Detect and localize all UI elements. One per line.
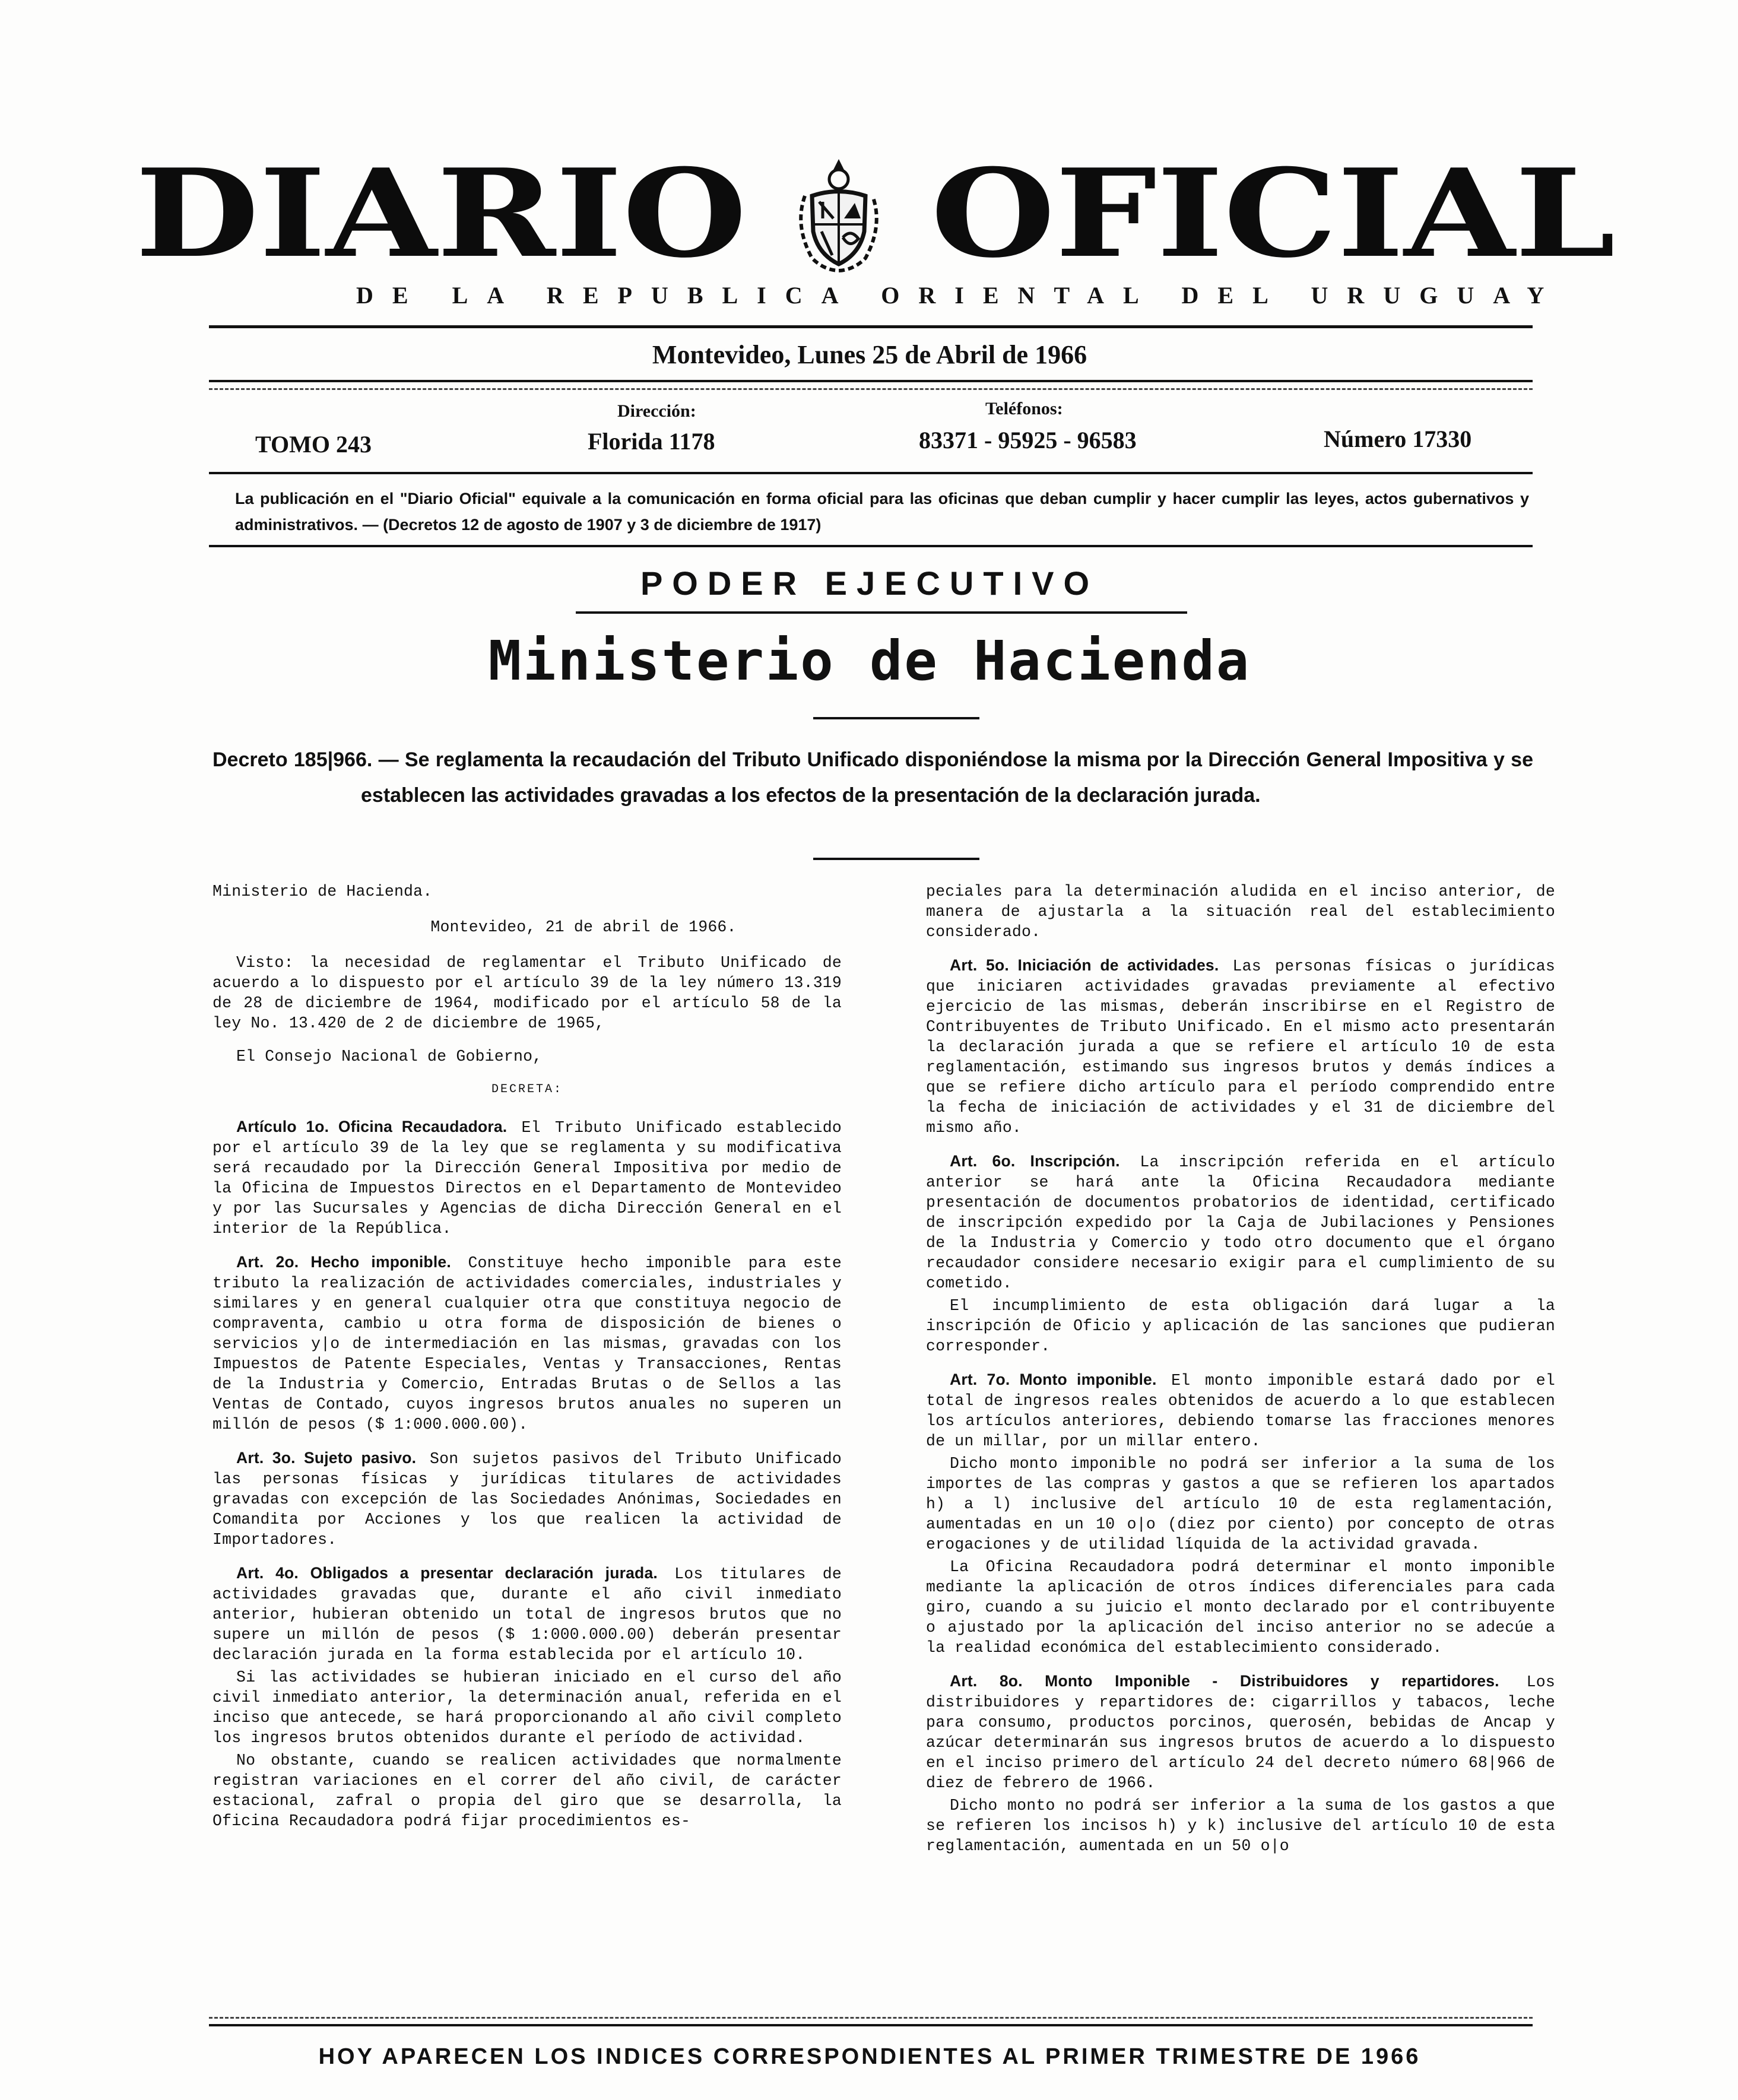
divider	[209, 2024, 1533, 2026]
divider	[209, 545, 1533, 547]
legal-notice: La publicación en el "Diario Oficial" equivale a la comunicación en forma oficial para las oficinas que deban cumplir y hacer cumplir las leyes, actos gubernativos y administrativos. — (Decretos 12 de agosto de 1907 y 3 de diciembre de 1917)	[235, 490, 1529, 534]
article-6-paragraph-2: El incumplimiento de esta obligación dará lugar a la inscripción de Oficio y aplicación de las sanciones que pudieran corresponder.	[926, 1297, 1555, 1355]
ministry-line: Ministerio de Hacienda.	[213, 883, 433, 900]
article-text: El monto imponible estará dado por el total de ingresos reales obtenidos de acuerdo a lo que establecen los artículos anteriores, debiendo tomarse las fracciones menores de un millar, por un millar entero.	[926, 1372, 1555, 1450]
divider	[209, 380, 1533, 382]
article-text: Las personas físicas o jurídicas que iniciaren actividades gravadas previamente al efectivo ejercicio de las mismas, deberán inscribirse en el Registro de Contribuyentes de Tributo Unificado. En el mismo acto presentarán la declaración jurada a que se refiere el artículo 10 de esta reglamentación, estimando sus ingresos brutos y demás índices a que se refiere dicho artículo para el período comprendido entre la fecha de iniciación de actividades y el 31 de diciembre del mismo año.	[926, 957, 1555, 1137]
section-title: PODER EJECUTIVO	[640, 564, 1099, 602]
decree-heading	[213, 742, 1533, 813]
article-text: El Tributo Unificado establecido por el artículo 39 de la ley que se reglamenta y su modificativa será recaudado por la Dirección General Impositiva por medio de la Oficina de Impuestos Directos en el Departamento de Montevideo y por las Sucursales y Agencias de dicha Dirección General en el interior de la República.	[213, 1119, 842, 1238]
article-5	[926, 955, 1555, 1138]
article-text: Son sujetos pasivos del Tributo Unificado las personas físicas y jurídicas titulares de actividades gravadas con excepción de las Sociedades Anónimas, Sociedades en Comandita por Acciones y los que realicen la actividad de Importadores.	[213, 1450, 842, 1549]
article-heading: Art. 3o. Sujeto pasivo.	[236, 1449, 417, 1467]
visto-paragraph: Visto: la necesidad de reglamentar el Tributo Unificado de acuerdo a lo dispuesto por el artículo 39 de la ley número 13.319 de 28 de diciembre de 1964, modificado por el artículo 58 de la ley No. 13.420 de 2 de diciembre de 1965,	[213, 954, 842, 1032]
dateline: Montevideo, Lunes 25 de Abril de 1966	[652, 340, 1087, 369]
article-7-paragraph-3: La Oficina Recaudadora podrá determinar el monto imponible mediante la aplicación de otros índices diferenciales para cada giro, cuando a su juicio el monto declarado por el contribuyente o ajustado por la aplicación del inciso anterior no se adecúe a la realidad económica del establecimiento considerado.	[926, 1558, 1555, 1657]
article-heading: Art. 5o. Iniciación de actividades.	[950, 956, 1219, 974]
article-heading: Art. 4o. Obligados a presentar declaración jurada.	[236, 1564, 658, 1582]
telefonos-value: 83371 - 95925 - 96583	[919, 427, 1137, 453]
consejo-paragraph: El Consejo Nacional de Gobierno,	[236, 1048, 543, 1065]
article-text: Constituye hecho imponible para este tributo la realización de actividades comerciales, industriales y similares y en general cualquier otra que constituya negocio de compraventa, cambio u otra forma de disposición de bienes o servicios y|o de intermediación en las mismas, gravadas con los Impuestos de Patente Especiales, Ventas y Transacciones, Rentas de la Industria y Comercio, Entradas Brutas o de Sellos a las Ventas de Contado, cuyos ingresos brutos anuales no superen un millón de pesos ($ 1:000.000.00).	[213, 1254, 842, 1433]
article-heading: Art. 8o. Monto Imponible - Distribuidores y repartidores.	[950, 1672, 1499, 1690]
left-column	[213, 881, 842, 1833]
ministry-title: Ministerio de Hacienda	[488, 629, 1251, 693]
masthead	[135, 142, 1616, 285]
divider	[813, 858, 979, 860]
masthead-title-right: OFICIAL	[930, 142, 1616, 285]
article-1	[213, 1116, 842, 1239]
telefonos-label: Teléfonos:	[985, 399, 1063, 418]
article-6	[926, 1151, 1555, 1293]
right-column	[926, 881, 1555, 1858]
article-heading: Art. 2o. Hecho imponible.	[236, 1253, 451, 1271]
article-2	[213, 1252, 842, 1435]
article-3	[213, 1448, 842, 1550]
decreta-line: DECRETA:	[491, 1083, 563, 1096]
divider	[576, 611, 1187, 614]
masthead-subtitle: DE LA REPUBLICA ORIENTAL DEL URUGUAY	[356, 282, 1563, 309]
article-text: Los distribuidores y repartidores de: cigarrillos y tabacos, leche para consumo, productos porcinos, querosén, bebidas de Ancap y azúcar determinarán sus ingresos brutos de acuerdo a lo dispuesto en el inciso primero del artículo 24 del decreto número 68|966 de diez de febrero de 1966.	[926, 1673, 1555, 1792]
tomo-number: TOMO 243	[255, 431, 372, 458]
article-heading: Art. 6o. Inscripción.	[950, 1152, 1120, 1170]
divider	[813, 717, 979, 719]
divider	[209, 2017, 1533, 2019]
article-4-paragraph-2: Si las actividades se hubieran iniciado en el curso del año civil inmediato anterior, la determinación anual, referida en el inciso que antecede, se hará proporcionando al año civil completo los ingresos brutos obtenidos durante el período de actividad.	[213, 1668, 842, 1747]
article-8	[926, 1671, 1555, 1793]
decree-heading-text: Decreto 185|966. — Se reglamenta la recaudación del Tributo Unificado disponiéndose la misma por la Dirección General Impositiva y se establecen las actividades gravadas a los efectos de la presentación de la declaración jurada.	[213, 748, 1533, 807]
article-8-paragraph-2: Dicho monto no podrá ser inferior a la suma de los gastos a que se refieren los incisos h) y k) inclusive del artículo 10 de esta reglamentación, aumentada en un 50 o|o	[926, 1797, 1555, 1855]
article-heading: Art. 7o. Monto imponible.	[950, 1371, 1157, 1388]
article-text: Los titulares de actividades gravadas que, durante el año civil inmediato anterior, hubieran obtenido un total de ingresos brutos que no supere un millón de pesos ($ 1:000.000.00) deberán presentar declaración jurada en la forma establecida por el artículo 10.	[213, 1565, 842, 1664]
article-7-paragraph-2: Dicho monto imponible no podrá ser inferior a la suma de los importes de las compras y gastos a que se refieren los apartados h) a l) inclusive del artículo 10 de esta reglamentación, aumentadas en un 10 o|o (diez por ciento) por concepto de otras erogaciones y de utilidad líquida de la actividad gravada.	[926, 1455, 1555, 1553]
continued-paragraph: peciales para la determinación aludida en el inciso anterior, de manera de ajustarla a la situación real del establecimiento considerado.	[926, 883, 1555, 941]
divider	[209, 325, 1533, 328]
issue-number: Número 17330	[1324, 426, 1472, 452]
direccion-value: Florida 1178	[588, 428, 715, 455]
article-heading: Artículo 1o. Oficina Recaudadora.	[236, 1118, 508, 1135]
article-7	[926, 1369, 1555, 1451]
divider	[209, 472, 1533, 474]
footer-notice: HOY APARECEN LOS INDICES CORRESPONDIENTES AL PRIMER TRIMESTRE DE 1966	[318, 2044, 1421, 2069]
article-4-paragraph-3: No obstante, cuando se realicen actividades que normalmente registran variaciones en el correr del año civil, de carácter estacional, zafral o propia del giro que se desarrolla, la Oficina Recaudadora podrá fijar procedimientos es-	[213, 1752, 842, 1830]
masthead-title-left: DIARIO	[135, 142, 747, 285]
divider	[209, 388, 1533, 390]
date-line: Montevideo, 21 de abril de 1966.	[430, 918, 737, 936]
article-4	[213, 1563, 842, 1665]
article-text: La inscripción referida en el artículo anterior se hará ante la Oficina Recaudadora mediante presentación de documentos probatorios de identidad, certificado de inscripción expedido por la Caja de Jubilaciones y Pensiones de la Industria y Comercio y todo otro documento que el órgano recaudador considere necesario exigir para el cumplimiento de su cometido.	[926, 1153, 1555, 1292]
coat-of-arms-icon	[788, 154, 889, 273]
direccion-label: Dirección:	[617, 401, 696, 421]
